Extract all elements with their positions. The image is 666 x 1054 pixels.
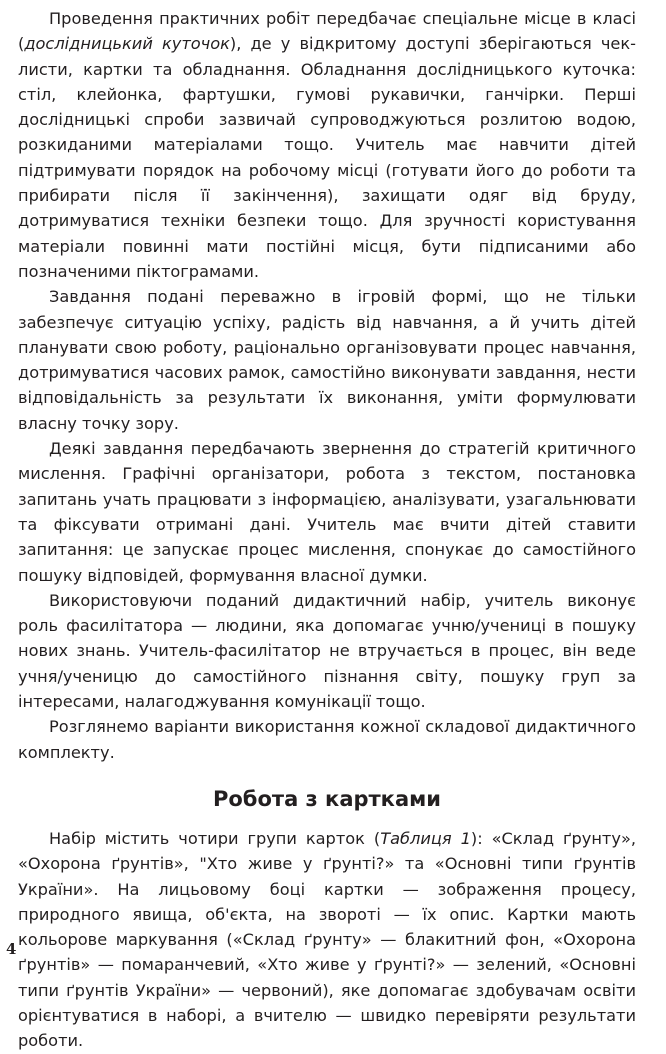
paragraph-facilitator [18,588,636,714]
text-segment: Деякі завдання передбачають звернення до стратегій критичного мислення. Графічні організатори, робота з текстом, постановка запитань учать працювати з інформацією, аналізувати, узагальнювати та фіксувати отримані дані. Учитель має вчити дітей ставити запитання: це запускає процес мислення, спонукає до самостійного пошуку відповідей, формування власної думки. [18,439,636,585]
text-segment: Розглянемо варіанти використання кожної складової дидактичного комплекту. [18,717,636,762]
text-segment: Завдання подані переважно в ігровій формі, що не тільки забезпечує ситуацію успіху, радість від навчання, а й учить дітей планувати свою роботу, раціонально організовувати процес навчання, дотримуватися часових рамок, самостійно виконувати завдання, нести відповідальність за результати їх виконання, уміти формулювати власну точку зору. [18,287,636,433]
paragraph-critical-thinking [18,436,636,588]
italic-segment: Таблиця 1 [380,828,471,848]
text-segment: Використовуючи поданий дидактичний набір, учитель виконує роль фасилітатора — людини, яка допомагає учню/учениці в пошуку нових знань. Учитель-фасилітатор не втручається в процес, він веде учня/ученицю до самостійного пізнання світу, пошуку груп за інтересами, налагоджування комунікації тощо. [18,590,636,712]
text-segment: ): «Склад ґрунту», «Охорона ґрунтів», "Хто живе у ґрунті?» та «Основні типи ґрунтів України». На лицьовому боці картки — зображення процесу, природного явища, об'єкта, на звороті — їх опис. Картки мають кольорове маркування («Склад ґрунту» — блакитний фон, «Охорона ґрунтів» — помаранчевий, «Хто живе у ґрунті?» — зелений, «Основні типи ґрунтів України» — червоний), яке допомагає здобувачам освіти орієнтуватися в наборі, а вчителю — швидко перевіряти результати роботи. [18,828,636,1051]
text-segment: Набір містить чотири групи карток ( [49,828,381,848]
paragraph-card-set [18,826,636,1054]
text-segment: ), де у відкритому доступі зберігаються чек-листи, картки та обладнання. Обладнання дослідницького куточка: стіл, клейонка, фартушки, гумові рукавички, ганчірки. Перші дослідницькі спроби зазвичай супроводжуються розлитою водою, розкиданими матеріалами тощо. Учитель має навчити дітей підтримувати порядок на робочому місці (готувати його до роботи та прибирати після її закінчення), захищати одяг від бруду, дотримуватися техніки безпеки тощо. Для зручності користування матеріали повинні мати постійні місця, бути підписаними або позначеними піктограмами. [18,34,636,281]
section-paragraphs [18,826,636,1054]
paragraph-components [18,714,636,765]
page-number: 4 [6,940,17,958]
italic-segment: дослідницький куточок [24,34,230,54]
section-heading: Робота з картками [212,786,441,811]
page-content [18,6,636,1054]
intro-paragraphs [18,6,636,765]
paragraph-research-corner [18,6,636,284]
text-segment: Проведення практичних робіт передбачає спеціальне місце в класі ( [18,9,636,54]
paragraph-game-form [18,284,636,436]
